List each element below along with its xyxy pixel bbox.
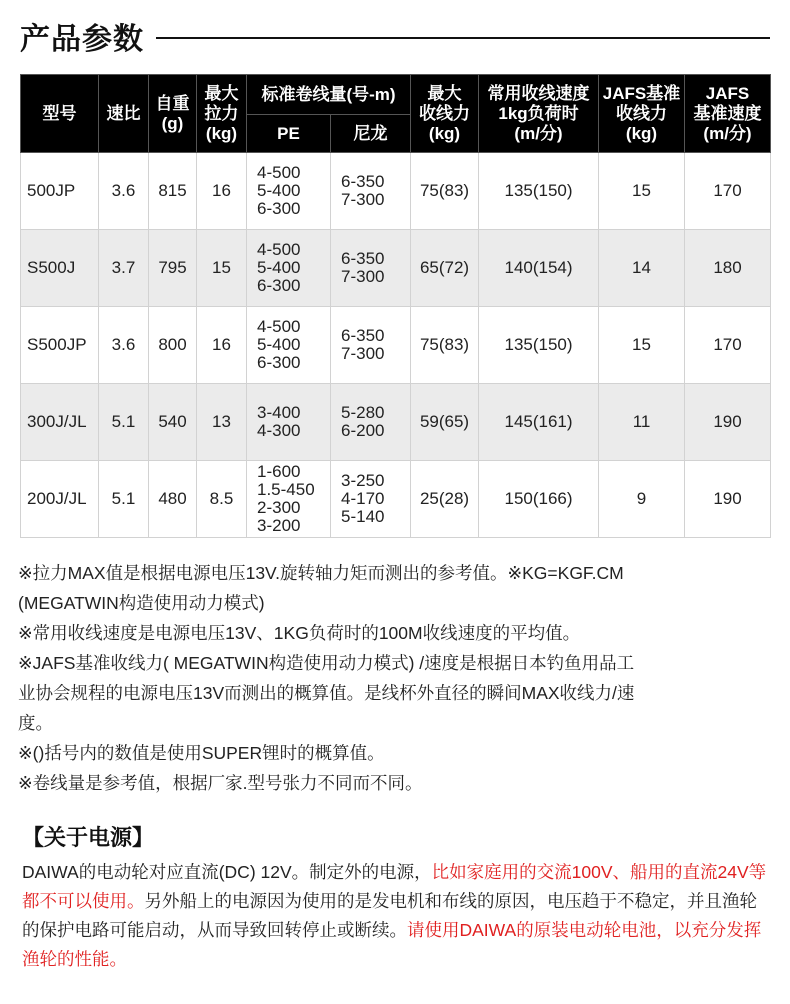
power-section <box>22 822 772 974</box>
cell-drag: 16 <box>197 153 247 230</box>
cell-model: 200J/JL <box>21 461 99 538</box>
cell-jafs-pull: 15 <box>599 153 685 230</box>
note-line: ※卷线量是参考值，根据厂家.型号张力不同而不同。 <box>18 773 423 793</box>
cell-max-pull: 59(65) <box>411 384 479 461</box>
cell-weight: 540 <box>149 384 197 461</box>
cell-pe: 4-500 5-400 6-300 <box>247 307 331 384</box>
cell-speed: 150(166) <box>479 461 599 538</box>
note-line: ※常用收线速度是电源电压13V、1KG负荷时的100M收线速度的平均值。 <box>18 623 581 643</box>
cell-drag: 8.5 <box>197 461 247 538</box>
cell-max-pull: 65(72) <box>411 230 479 307</box>
cell-weight: 795 <box>149 230 197 307</box>
cell-weight: 480 <box>149 461 197 538</box>
cell-drag: 13 <box>197 384 247 461</box>
power-text-2: 另外船上的电源因为使用的是发电机和布线的原因，电压趋于不稳定，并且渔轮的保护电路可能启动，从而导致回转停止或断续。 <box>22 891 757 940</box>
cell-model: 300J/JL <box>21 384 99 461</box>
header-ratio: 速比 <box>99 75 149 153</box>
note-line: ※()括号内的数值是使用SUPER锂时的概算值。 <box>18 743 385 763</box>
notes-section <box>18 558 778 798</box>
cell-drag: 16 <box>197 307 247 384</box>
cell-model: 500JP <box>21 153 99 230</box>
cell-weight: 800 <box>149 307 197 384</box>
title-divider <box>156 37 770 39</box>
cell-jafs-pull: 15 <box>599 307 685 384</box>
cell-nylon: 6-350 7-300 <box>331 230 411 307</box>
header-jafs-speed: JAFS 基准速度 (m/分) <box>685 75 771 153</box>
cell-max-pull: 75(83) <box>411 307 479 384</box>
cell-pe: 4-500 5-400 6-300 <box>247 230 331 307</box>
cell-jafs-speed: 170 <box>685 153 771 230</box>
cell-jafs-pull: 9 <box>599 461 685 538</box>
cell-drag: 15 <box>197 230 247 307</box>
cell-jafs-speed: 180 <box>685 230 771 307</box>
table-row <box>21 461 771 538</box>
cell-nylon: 3-250 4-170 5-140 <box>331 461 411 538</box>
spec-table-body <box>21 153 771 538</box>
note-line: (MEGATWIN构造使用动力模式) <box>18 593 265 613</box>
table-row <box>21 230 771 307</box>
header-capacity-nylon: 尼龙 <box>331 115 411 153</box>
header-weight: 自重 (g) <box>149 75 197 153</box>
cell-jafs-speed: 190 <box>685 461 771 538</box>
cell-pe: 4-500 5-400 6-300 <box>247 153 331 230</box>
page-header <box>20 14 770 58</box>
cell-pe: 1-600 1.5-450 2-300 3-200 <box>247 461 331 538</box>
spec-table <box>20 74 771 538</box>
header-model: 型号 <box>21 75 99 153</box>
table-row <box>21 384 771 461</box>
power-battery-advice: 请使用DAIWA的原装电动轮电池，以充分发挥渔轮的性能。 <box>22 920 762 969</box>
header-jafs-pull: JAFS基准 收线力 (kg) <box>599 75 685 153</box>
note-line: 业协会规程的电源电压13V而测出的概算值。是线杯外直径的瞬间MAX收线力/速 <box>18 683 635 703</box>
cell-speed: 135(150) <box>479 153 599 230</box>
cell-nylon: 5-280 6-200 <box>331 384 411 461</box>
table-row <box>21 153 771 230</box>
cell-ratio: 3.6 <box>99 153 149 230</box>
cell-ratio: 5.1 <box>99 384 149 461</box>
power-warning-text: 比如家庭用的交流100V、船用的直流24V等都不可以使用。 <box>22 862 767 911</box>
table-row <box>21 307 771 384</box>
cell-nylon: 6-350 7-300 <box>331 307 411 384</box>
cell-pe: 3-400 4-300 <box>247 384 331 461</box>
cell-speed: 145(161) <box>479 384 599 461</box>
page-title: 产品参数 <box>20 23 144 56</box>
header-capacity-pe: PE <box>247 115 331 153</box>
cell-speed: 140(154) <box>479 230 599 307</box>
cell-ratio: 3.7 <box>99 230 149 307</box>
cell-jafs-speed: 170 <box>685 307 771 384</box>
cell-nylon: 6-350 7-300 <box>331 153 411 230</box>
header-speed: 常用收线速度 1kg负荷时 (m/分) <box>479 75 599 153</box>
header-drag: 最大 拉力 (kg) <box>197 75 247 153</box>
note-line: 度。 <box>18 713 53 733</box>
cell-ratio: 5.1 <box>99 461 149 538</box>
header-capacity: 标准卷线量(号-m) <box>247 75 411 115</box>
cell-jafs-pull: 14 <box>599 230 685 307</box>
cell-ratio: 3.6 <box>99 307 149 384</box>
cell-model: S500J <box>21 230 99 307</box>
cell-weight: 815 <box>149 153 197 230</box>
cell-speed: 135(150) <box>479 307 599 384</box>
cell-model: S500JP <box>21 307 99 384</box>
note-line: ※JAFS基准收线力( MEGATWIN构造使用动力模式) /速度是根据日本钓鱼用品工 <box>18 653 635 673</box>
power-text: DAIWA的电动轮对应直流(DC) 12V。制定外的电源， <box>22 862 432 882</box>
power-section-body <box>22 858 772 974</box>
cell-max-pull: 25(28) <box>411 461 479 538</box>
cell-jafs-pull: 11 <box>599 384 685 461</box>
cell-max-pull: 75(83) <box>411 153 479 230</box>
power-section-title: 【关于电源】 <box>22 825 155 850</box>
header-max-pull: 最大 收线力 (kg) <box>411 75 479 153</box>
cell-jafs-speed: 190 <box>685 384 771 461</box>
note-line: ※拉力MAX值是根据电源电压13V.旋转轴力矩而测出的参考值。※KG=KGF.CM <box>18 563 624 583</box>
